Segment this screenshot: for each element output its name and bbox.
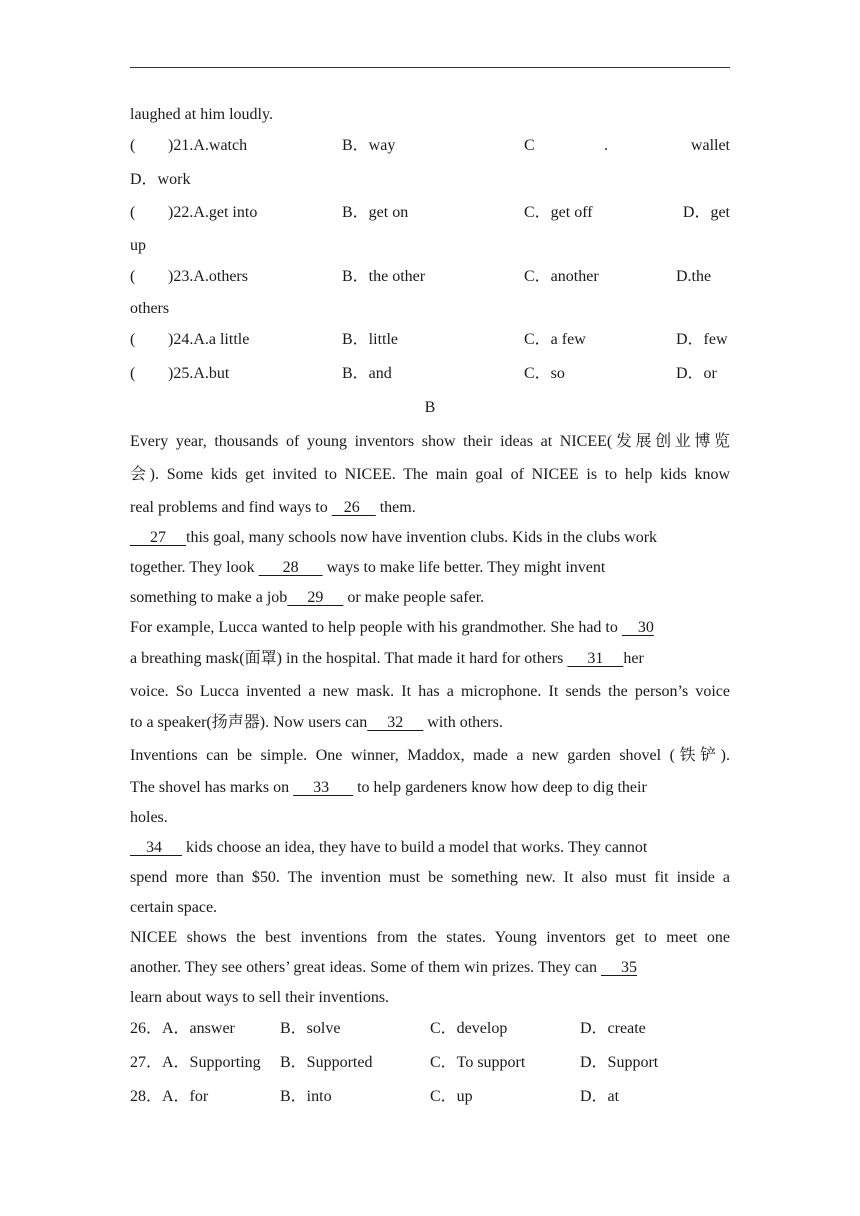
question-22-wrap: up [130,237,146,254]
section-heading: B [424,399,436,416]
p2-line3: something to make a job 29 or make people safer. [130,589,485,606]
p6-line2: another. They see others’ great ideas. Some of them win prizes. They can 35 [130,959,637,976]
p4-line3: holes. [130,809,168,826]
p3-line3: voice. So Lucca invented a new mask. It has a microphone. It sends the person’s voice [130,683,730,700]
p3-line1: For example, Lucca wanted to help people with his grandmother. She had to 30 [130,619,654,636]
p6-line3: learn about ways to sell their inventions. [130,989,390,1006]
p1-line2: 会). Some kids get invited to NICEE. The main goal of NICEE is to help kids know [130,466,730,483]
blank-35[interactable]: 35 [600,959,637,976]
question-23-wrap: others [130,300,170,317]
lead-line: laughed at him loudly. [130,106,273,123]
blank-31[interactable]: 31 [567,650,624,667]
blank-27[interactable]: 27 [130,529,186,546]
p4-line2: The shovel has marks on 33 to help gardeners know how deep to dig their [130,779,647,796]
blank-34[interactable]: 34 [130,839,182,856]
header-rule [130,67,730,68]
p4-line1: Inventions can be simple. One winner, Maddox, made a new garden shovel (铁铲). [130,747,730,764]
p5-line2: spend more than $50. The invention must be something new. It also must fit inside a [130,869,730,886]
blank-32[interactable]: 32 [367,714,424,731]
blank-33[interactable]: 33 [293,779,354,796]
p3-line2: a breathing mask(面罩) in the hospital. That made it hard for others 31 her [130,650,644,667]
p3-line4: to a speaker(扬声器). Now users can 32 with others. [130,714,503,731]
p5-line3: certain space. [130,899,218,916]
blank-30[interactable]: 30 [621,619,654,636]
blank-28[interactable]: 28 [258,559,323,576]
blank-26[interactable]: 26 [331,499,376,516]
p2-line2: together. They look 28 ways to make life better. They might invent [130,559,606,576]
question-21-d: D．work [130,171,191,188]
p5-line1: 34 kids choose an idea, they have to build a model that works. They cannot [130,839,648,856]
blank-29[interactable]: 29 [287,589,344,606]
document-page: laughed at him loudly. ( )21.A.watch B．way C . wallet D．work ( )22.A.get into B．get on C．get off D．get up ( )23.A.others B．the other C．another D.the others ( )24.A.a little B．little C．a few D．few ( )25.A.but B．and C．so D．or B Every year, thousands of young inventors show their ideas at NICEE(发展创业博览 会). Some kids get invited to NICEE. The main goal of NICEE is to help kids know real problems and find ways to 26 them. 27 this goal, many schools now have invention clubs. Kids in the clubs work together. They look 28 ways to make life better. They might invent something to make a job 29 or make people safer. For example, Lucca wanted to help people with his grandmother. She had to 30 a breathing mask(面罩) in the hospital. That made it hard for others 31 her voice. So Lucca invented a new mask. It has a microphone. It sends the person’s voice to a speaker(扬声器). Now users can 32 with others. Inventions can be simple. One winner, Maddox, made a new garden shovel (铁铲). The shovel has marks on 33 to help gardeners know how deep to dig their holes. 34 kids choose an idea, they have to build a model that works. They cannot spend more than $50. The invention must be something new. It also must fit inside a certain space. NICEE shows the best inventions from the states. Young inventors get to meet one another. They see others’ great ideas. Some of them win prizes. They can 35 learn about ways to sell their inventions. 26．A．answer B．solve C．develop D．create 27．A．Supporting B．Supported C．To support D．Support 28．A．for B．into C．up D．at [130,0,730,1216]
p1-line1: Every year, thousands of young inventors show their ideas at NICEE(发展创业博览 [130,433,730,450]
p6-line1: NICEE shows the best inventions from the states. Young inventors get to meet one [130,929,730,946]
p2-line1: 27 this goal, many schools now have invention clubs. Kids in the clubs work [130,529,658,546]
p1-line3: real problems and find ways to 26 them. [130,499,416,516]
